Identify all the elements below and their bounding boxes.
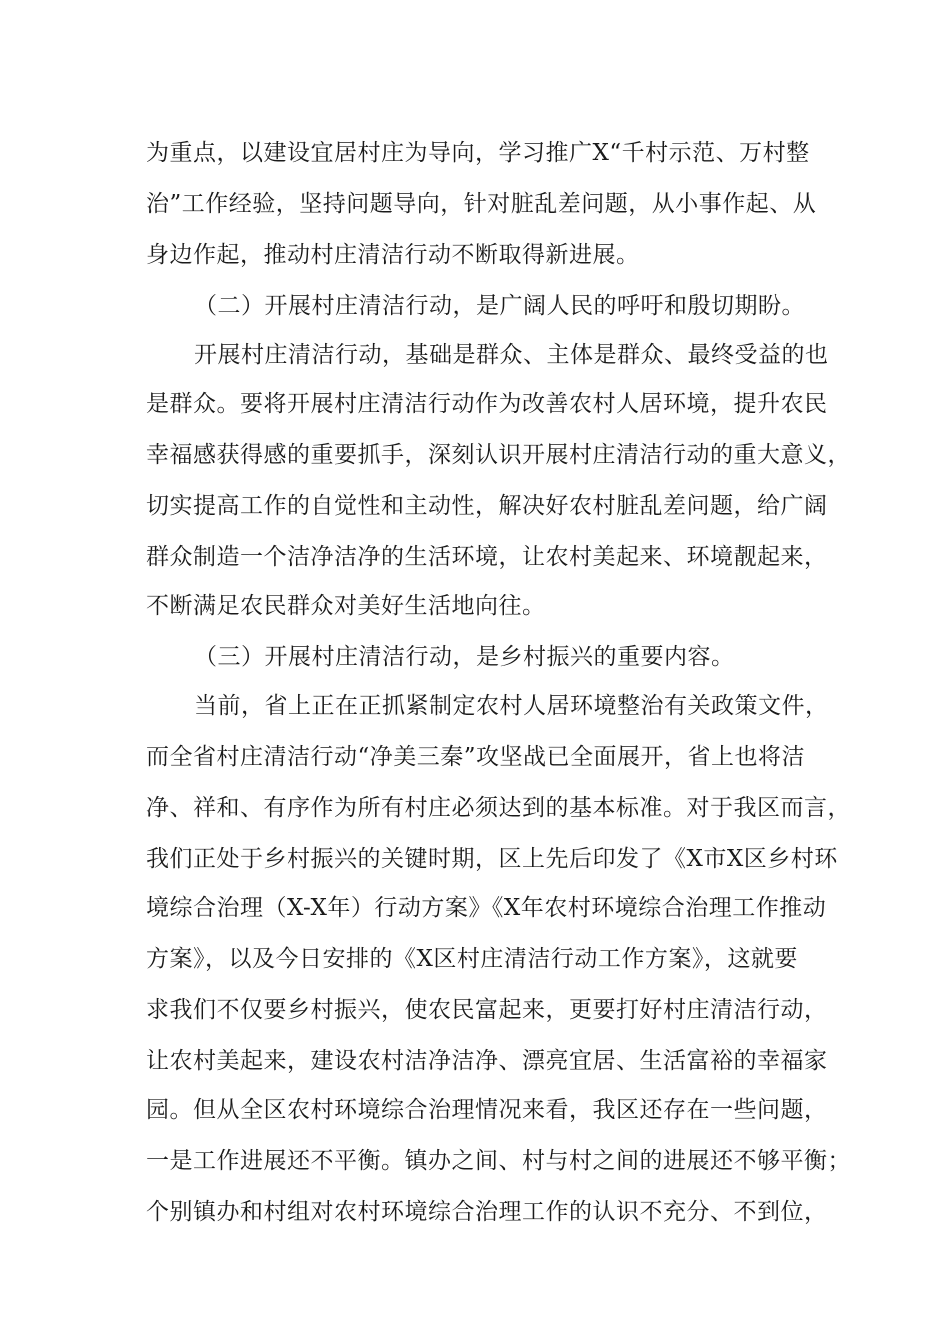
text-line: 净、祥和、有序作为所有村庄必须达到的基本标准。对于我区而言， bbox=[146, 795, 851, 821]
text-line: 是群众。要将开展村庄清洁行动作为改善农村人居环境，提升农民 bbox=[146, 391, 828, 417]
text-line: 让农村美起来，建设农村洁净洁净、漂亮宜居、生活富裕的幸福家 bbox=[146, 1048, 828, 1074]
text-line: 求我们不仅要乡村振兴，使农民富起来，更要打好村庄清洁行动， bbox=[146, 997, 828, 1023]
text-line: 我们正处于乡村振兴的关键时期，区上先后印发了《X市X区乡村环 bbox=[146, 846, 838, 872]
section-heading: （三）开展村庄清洁行动，是乡村振兴的重要内容。 bbox=[194, 644, 735, 670]
section-heading: （二）开展村庄清洁行动，是广阔人民的呼吁和殷切期盼。 bbox=[194, 293, 805, 319]
text-line: 开展村庄清洁行动，基础是群众、主体是群众、最终受益的也 bbox=[194, 342, 829, 368]
text-line: 切实提高工作的自觉性和主动性，解决好农村脏乱差问题，给广阔 bbox=[146, 493, 828, 519]
text-line: 园。但从全区农村环境综合治理情况来看，我区还存在一些问题， bbox=[146, 1097, 828, 1123]
text-line: 身边作起，推动村庄清洁行动不断取得新进展。 bbox=[146, 242, 640, 268]
text-line: 不断满足农民群众对美好生活地向往。 bbox=[146, 593, 546, 619]
text-line: 方案》，以及今日安排的《X区村庄清洁行动工作方案》，这就要 bbox=[146, 946, 798, 972]
text-line: 群众制造一个洁净洁净的生活环境，让农村美起来、环境靓起来， bbox=[146, 544, 828, 570]
text-line: 而全省村庄清洁行动“净美三秦”攻坚战已全面展开，省上也将洁 bbox=[146, 744, 806, 770]
text-line: 为重点，以建设宜居村庄为导向，学习推广X“千村示范、万村整 bbox=[146, 140, 810, 166]
text-line: 一是工作进展还不平衡。镇办之间、村与村之间的进展还不够平衡； bbox=[146, 1148, 851, 1174]
text-line: 治”工作经验，坚持问题导向，针对脏乱差问题，从小事作起、从 bbox=[146, 191, 817, 217]
text-line: 当前，省上正在正抓紧制定农村人居环境整治有关政策文件， bbox=[194, 693, 829, 719]
text-line: 个别镇办和村组对农村环境综合治理工作的认识不充分、不到位， bbox=[146, 1199, 828, 1225]
text-line: 境综合治理（X-X年）行动方案》《X年农村环境综合治理工作推动 bbox=[146, 895, 827, 921]
text-line: 幸福感获得感的重要抓手，深刻认识开展村庄清洁行动的重大意义， bbox=[146, 442, 851, 468]
